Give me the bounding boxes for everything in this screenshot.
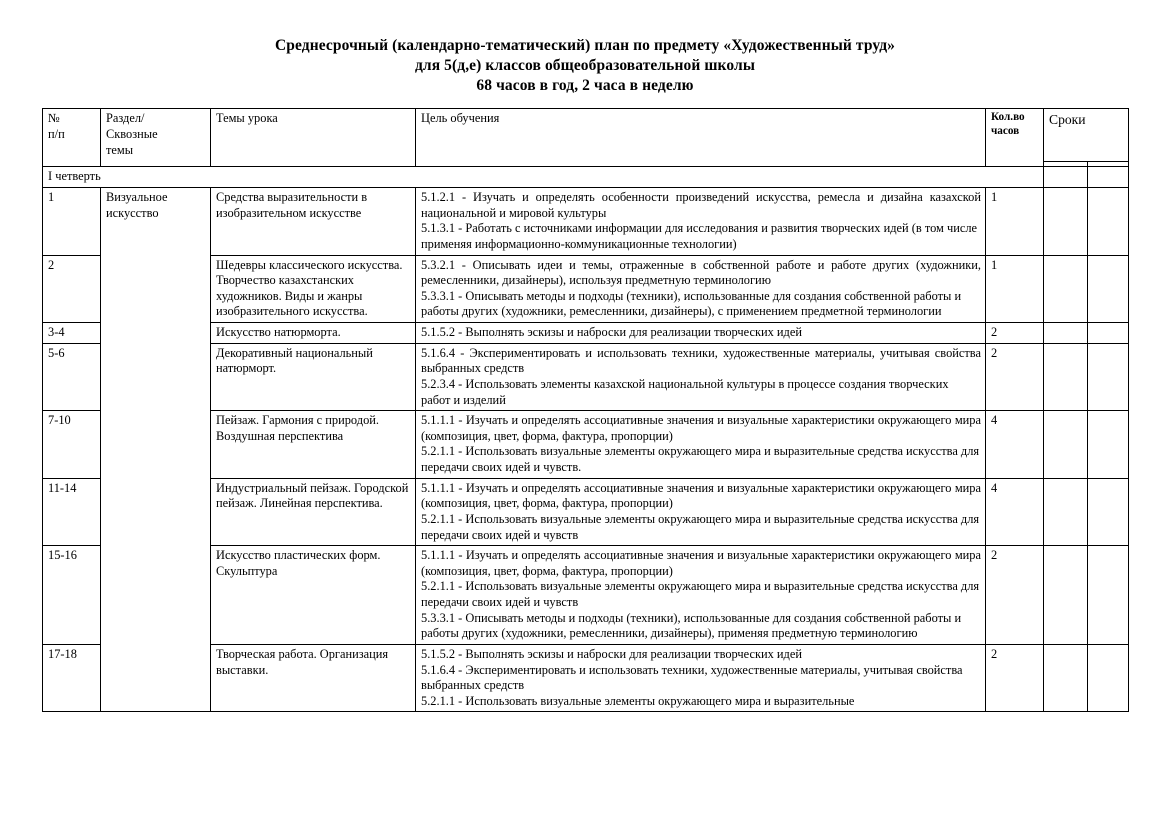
table-row xyxy=(43,188,1129,256)
learning-objective: 5.1.1.1 - Изучать и определять ассоциативные значения и визуальные характеристики окружающего мира (композиция, цвет, форма, фактура, пропорции) xyxy=(421,548,981,578)
learning-objective: 5.2.1.1 - Использовать визуальные элементы окружающего мира и выразительные средства искусства для передачи своих идей и чувств. xyxy=(421,444,980,475)
row-theme: Искусство натюрморта. xyxy=(211,323,416,344)
header-theme: Темы урока xyxy=(211,109,416,167)
row-theme: Декоративный национальный натюрморт. xyxy=(211,343,416,411)
row-date-planned xyxy=(1044,478,1088,546)
table-body xyxy=(43,167,1129,712)
title-line-1: Среднесрочный (календарно-тематический) план по предмету «Художественный труд» xyxy=(274,37,896,54)
header-dates: Сроки xyxy=(1044,109,1129,162)
learning-objective: 5.1.6.4 - Экспериментировать и использовать техники, художественные материалы, учитывая свойства выбранных средств xyxy=(421,345,981,376)
header-section-line3: темы xyxy=(106,142,134,157)
row-date-planned xyxy=(1044,255,1088,323)
header-num xyxy=(43,109,101,167)
learning-objective: 5.1.5.2 - Выполнять эскизы и наброски для реализации творческих идей xyxy=(421,325,802,340)
row-date-planned xyxy=(1044,546,1088,645)
header-goal: Цель обучения xyxy=(416,109,986,167)
row-number: 3-4 xyxy=(43,323,101,344)
header-hours-line1: Кол.во xyxy=(991,111,1025,124)
title-line-3: 68 часов в год, 2 часа в неделю xyxy=(476,77,694,95)
learning-objective: 5.1.5.2 - Выполнять эскизы и наброски для реализации творческих идей xyxy=(421,646,802,661)
row-hours: 2 xyxy=(986,546,1044,645)
learning-objective: 5.3.3.1 - Описывать методы и подходы (техники), использованные для создания собственной работы и работы других (художники, ремесленники, дизайнеры), применяя предметную терминологию xyxy=(421,610,962,641)
row-date-actual xyxy=(1088,255,1129,323)
header-row-main xyxy=(43,109,1129,162)
row-theme: Искусство пластических форм. Скульптура xyxy=(211,546,416,645)
row-section: Визуальное искусство xyxy=(101,188,211,712)
document-title xyxy=(0,0,1170,96)
row-goal xyxy=(416,343,986,411)
row-date-planned xyxy=(1044,323,1088,344)
row-goal xyxy=(416,478,986,546)
title-line-2: для 5(д,е) классов общеобразовательной школы xyxy=(414,57,756,75)
learning-objective: 5.2.1.1 - Использовать визуальные элементы окружающего мира и выразительные средства искусства для передачи своих идей и чувств xyxy=(421,579,980,610)
learning-objective: 5.3.2.1 - Описывать идеи и темы, отраженные в собственной работе и работе других (художники, ремесленники, дизайнеры), используя предметную терминологию xyxy=(421,257,981,288)
row-hours: 1 xyxy=(986,255,1044,323)
row-hours: 2 xyxy=(986,343,1044,411)
row-goal xyxy=(416,255,986,323)
row-date-actual xyxy=(1088,411,1129,479)
row-hours: 4 xyxy=(986,411,1044,479)
quarter-date-2 xyxy=(1088,167,1129,188)
row-number: 17-18 xyxy=(43,644,101,712)
row-date-planned xyxy=(1044,411,1088,479)
row-date-planned xyxy=(1044,188,1088,256)
row-theme: Средства выразительности в изобразительном искусстве xyxy=(211,188,416,256)
row-theme: Шедевры классического искусства. Творчество казахстанских художников. Виды и жанры изобразительного искусства. xyxy=(211,255,416,323)
learning-objective: 5.1.2.1 - Изучать и определять особенности произведений искусства, ремесла и дизайна казахской национальной и мировой культуры xyxy=(421,190,981,220)
row-number: 2 xyxy=(43,255,101,323)
row-number: 7-10 xyxy=(43,411,101,479)
row-date-actual xyxy=(1088,546,1129,645)
header-hours xyxy=(986,109,1044,167)
table-header xyxy=(43,109,1129,167)
learning-objective: 5.3.3.1 - Описывать методы и подходы (техники), использованные для создания собственной работы и работы других (художники, ремесленники, дизайнеры), с применением предметной терминологии xyxy=(421,288,962,319)
row-number: 11-14 xyxy=(43,478,101,546)
row-hours: 2 xyxy=(986,323,1044,344)
plan-table xyxy=(42,108,1129,712)
quarter-date-1 xyxy=(1044,167,1088,188)
row-number: 15-16 xyxy=(43,546,101,645)
row-date-actual xyxy=(1088,343,1129,411)
header-section xyxy=(101,109,211,167)
row-theme: Индустриальный пейзаж. Городской пейзаж. Линейная перспектива. xyxy=(211,478,416,546)
header-num-line1: № xyxy=(48,111,60,126)
row-number: 1 xyxy=(43,188,101,256)
header-section-line1: Раздел/ xyxy=(106,111,145,126)
quarter-label: I четверть xyxy=(43,167,1044,188)
row-goal xyxy=(416,546,986,645)
row-date-actual xyxy=(1088,478,1129,546)
row-theme: Творческая работа. Организация выставки. xyxy=(211,644,416,712)
row-goal xyxy=(416,644,986,712)
row-date-actual xyxy=(1088,188,1129,256)
row-date-planned xyxy=(1044,644,1088,712)
row-hours: 2 xyxy=(986,644,1044,712)
row-date-actual xyxy=(1088,323,1129,344)
row-goal xyxy=(416,323,986,344)
row-number: 5-6 xyxy=(43,343,101,411)
learning-objective: 5.2.3.4 - Использовать элементы казахской национальной культуры в процессе создания творческих работ и изделий xyxy=(421,376,949,407)
row-goal xyxy=(416,188,986,256)
row-hours: 1 xyxy=(986,188,1044,256)
row-date-actual xyxy=(1088,644,1129,712)
plan-table-wrapper xyxy=(42,108,1128,712)
learning-objective: 5.2.1.1 - Использовать визуальные элементы окружающего мира и выразительные средства искусства для передачи своих идей и чувств xyxy=(421,511,980,542)
header-section-line2: Сквозные xyxy=(106,127,158,142)
learning-objective: 5.1.1.1 - Изучать и определять ассоциативные значения и визуальные характеристики окружающего мира (композиция, цвет, форма, фактура, пропорции) xyxy=(421,413,981,443)
learning-objective: 5.1.1.1 - Изучать и определять ассоциативные значения и визуальные характеристики окружающего мира (композиция, цвет, форма, фактура, пропорции) xyxy=(421,480,981,511)
row-hours: 4 xyxy=(986,478,1044,546)
row-date-planned xyxy=(1044,343,1088,411)
quarter-row xyxy=(43,167,1129,188)
learning-objective: 5.1.3.1 - Работать с источниками информации для исследования и развития творческих идей (в том числе применяя информационно-коммуникационные технологии) xyxy=(421,221,978,251)
row-goal xyxy=(416,411,986,479)
header-hours-line2: часов xyxy=(991,125,1020,138)
row-theme: Пейзаж. Гармония с природой. Воздушная перспектива xyxy=(211,411,416,479)
learning-objective: 5.1.6.4 - Экспериментировать и использовать техники, художественные материалы, учитывая свойства выбранных средств xyxy=(421,662,963,693)
header-num-line2: п/п xyxy=(48,127,65,142)
learning-objective: 5.2.1.1 - Использовать визуальные элементы окружающего мира и выразительные xyxy=(421,693,855,708)
